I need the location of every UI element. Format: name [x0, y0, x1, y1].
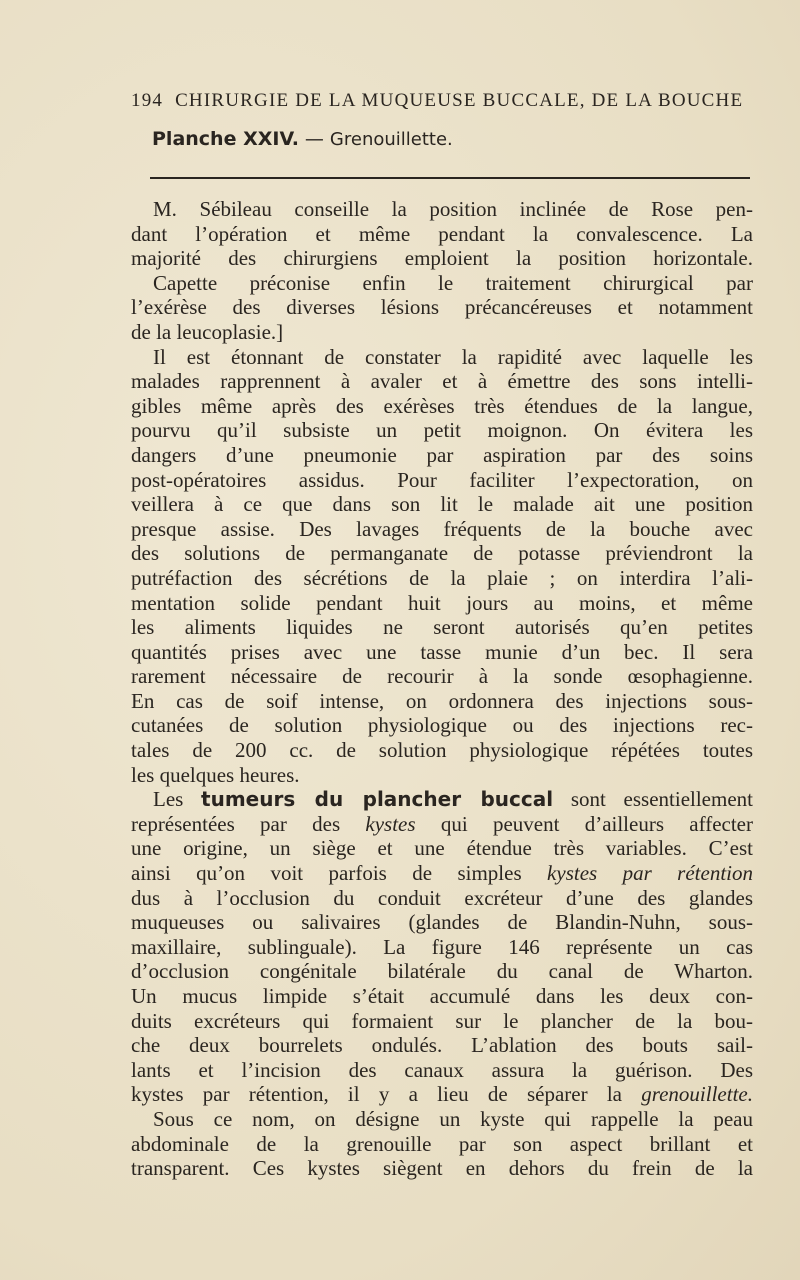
text-line: malades rapprennent à avaler et à émettre des sons intelli- [131, 369, 753, 394]
body-text [131, 197, 753, 1181]
text-line: une origine, un siège et une étendue très variables. C’est [131, 836, 753, 861]
running-title: CHIRURGIE DE LA MUQUEUSE BUCCALE, DE LA BOUCHE [175, 90, 744, 111]
plate-dash: — [304, 128, 324, 150]
text-line: dant l’opération et même pendant la convalescence. La [131, 221, 753, 246]
text-line: quantités prises avec une tasse munie d’un bec. Il sera [131, 639, 753, 664]
plate-label: Planche XXIV. [152, 128, 299, 150]
text-line: majorité des chirurgiens emploient la position horizontale. [131, 246, 753, 271]
text-line: lants et l’incision des canaux assura la guérison. Des [131, 1057, 753, 1082]
text-run: Les [153, 787, 202, 812]
text-run: représentées par des [131, 811, 366, 836]
text-run: ainsi qu’on voit parfois de simples [131, 861, 548, 886]
text-line: duits excréteurs qui formaient sur le plancher de la bou- [131, 1008, 753, 1033]
italic-term: kystes [365, 811, 416, 836]
paragraph-3 [131, 1107, 753, 1181]
text-line: d’occlusion congénitale bilatérale du canal de Wharton. [131, 959, 753, 984]
text-line: cutanées de solution physiologique ou des injections rec- [131, 713, 753, 738]
text-line: de la leucoplasie.] [131, 319, 284, 344]
text-line: gibles même après des exérèses très étendues de la langue, [131, 393, 753, 418]
text-line: presque assise. Des lavages fréquents de la bouche avec [131, 516, 753, 541]
text-line: pourvu qu’il subsiste un petit moignon. On évitera les [131, 418, 753, 443]
text-line: putréfaction des sécrétions de la plaie ; on interdira l’ali- [131, 565, 753, 590]
text-line: transparent. Ces kystes siègent en dehors du frein de la [131, 1156, 753, 1181]
paragraph-1 [131, 197, 753, 787]
text-line: post-opératoires assidus. Pour faciliter l’expectoration, on [131, 467, 753, 492]
text-line [131, 812, 753, 837]
italic-term: kystes par rétention [547, 861, 753, 886]
text-line: Un mucus limpide s’était accumulé dans les deux con- [131, 984, 753, 1008]
text-line: tales de 200 cc. de solution physiologique répétées toutes [131, 738, 753, 763]
header-rule [150, 177, 750, 179]
text-run: sont essentiellement [553, 787, 753, 812]
paragraph-2 [131, 787, 753, 1107]
text-line: dangers d’une pneumonie par aspiration par des soins [131, 442, 753, 467]
text-line: muqueuses ou salivaires (glandes de Blandin-Nuhn, sous- [131, 910, 753, 935]
plate-reference [152, 128, 453, 150]
text-line: veillera à ce que dans son lit le malade ait une position [131, 492, 753, 517]
text-line: che deux bourrelets ondulés. L’ablation des bouts sail- [131, 1033, 753, 1058]
text-line [131, 1082, 753, 1107]
page-number: 194 [131, 90, 164, 111]
running-header [131, 90, 744, 112]
text-line [131, 861, 753, 886]
text-line: En cas de soif intense, on ordonnera des injections sous- [131, 688, 753, 713]
text-run: kystes par rétention, il y a lieu de séparer la [131, 1082, 642, 1107]
text-line: les quelques heures. [131, 762, 300, 787]
bold-term: tumeurs du plancher buccal [201, 787, 554, 812]
text-line: Il est étonnant de constater la rapidité avec laquelle les [153, 344, 753, 369]
text-line: mentation solide pendant huit jours au moins, et même [131, 590, 753, 615]
text-line: Capette préconise enfin le traitement chirurgical par [153, 270, 753, 295]
text-line: des solutions de permanganate de potasse préviendront la [131, 541, 753, 566]
text-line: dus à l’occlusion du conduit excréteur d’une des glandes [131, 885, 753, 910]
text-run: qui peuvent d’ailleurs affecter [415, 811, 753, 836]
plate-name: Grenouillette. [329, 129, 453, 150]
text-line: Sous ce nom, on désigne un kyste qui rappelle la peau [153, 1106, 753, 1131]
text-line: l’exérèse des diverses lésions précancéreuses et notamment [131, 295, 753, 320]
text-line: M. Sébileau conseille la position inclinée de Rose pen- [153, 197, 753, 221]
text-line [131, 787, 753, 812]
text-line: abdominale de la grenouille par son aspect brillant et [131, 1131, 753, 1156]
text-line: rarement nécessaire de recourir à la sonde œsophagienne. [131, 664, 753, 689]
italic-term: grenouillette. [641, 1082, 753, 1107]
text-line: maxillaire, sublinguale). La figure 146 représente un cas [131, 934, 753, 959]
text-line: les aliments liquides ne seront autorisés qu’en petites [131, 615, 753, 640]
